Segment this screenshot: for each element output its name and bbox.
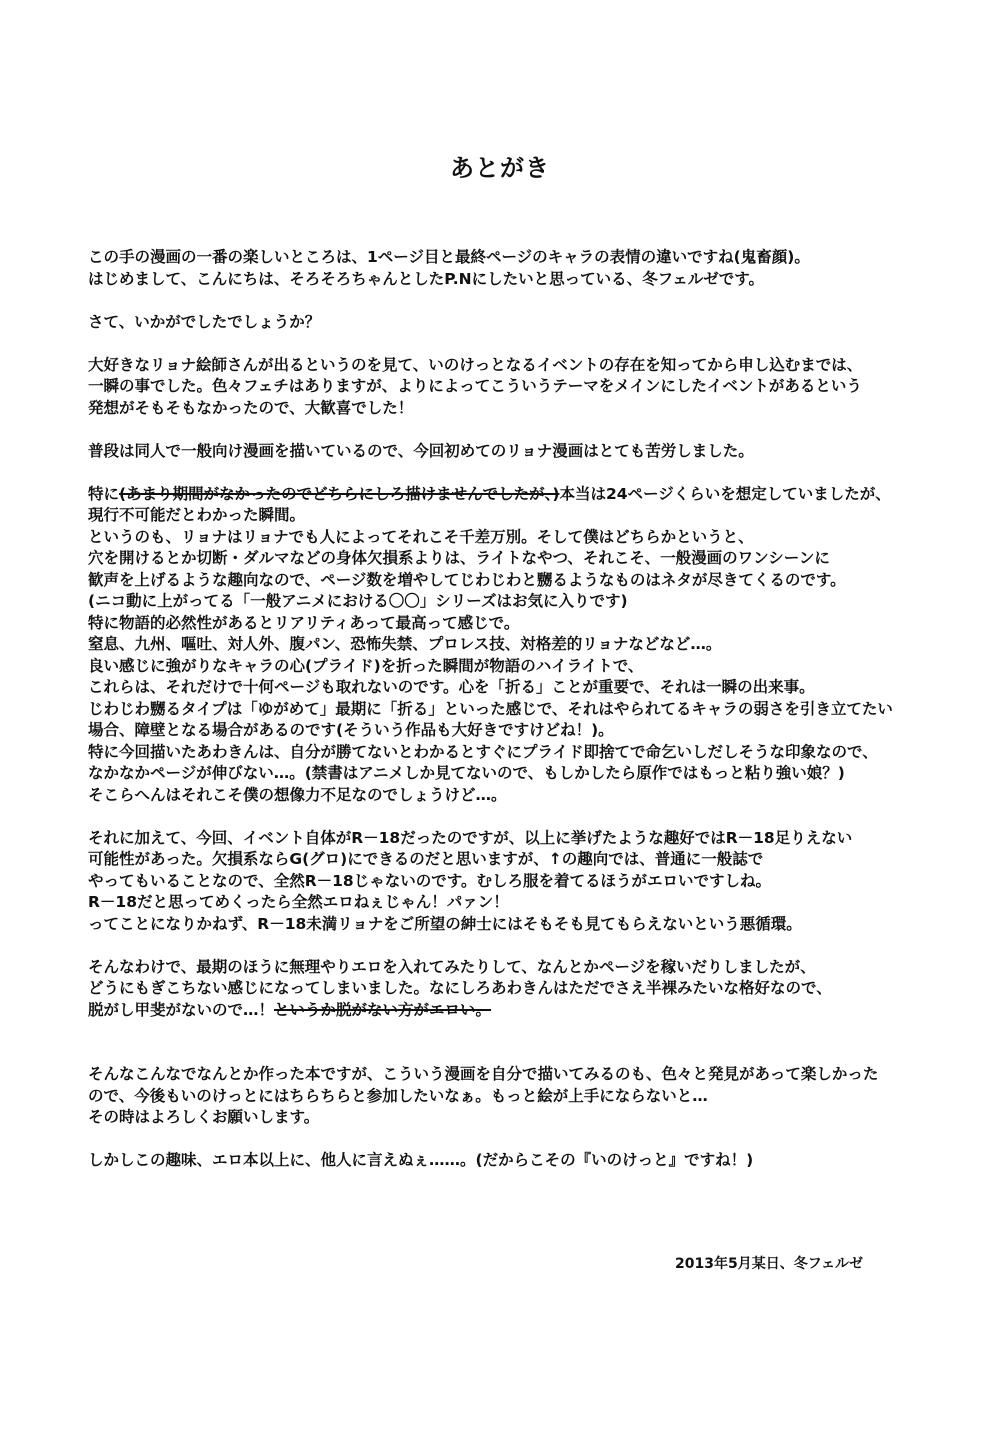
paragraph-line: それに加えて、今回、イベント自体がR－18だったのですが、以上に挙げたような趣好ではR－18足りえない: [88, 828, 853, 847]
paragraph-line: 特に今回描いたあわきんは、自分が勝てないとわかるとすぐにプライド即捨てで命乞いしだしそうな印象なので、: [88, 742, 878, 761]
paragraph-line: やってもいることなので、全然R－18じゃないのです。むしろ服を着てるほうがエロいですしね。: [88, 871, 771, 890]
paragraph-line: そんなわけで、最期のほうに無理やりエロを入れてみたりして、なんとかページを稼いだりしましたが、: [88, 957, 816, 976]
text-segment: 本当は24ページくらいを想定していましたが、: [559, 484, 891, 503]
paragraph-line: ってことになりかねず、R－18未満リョナをご所望の紳士にはそもそも見てもらえないという悪循環。: [88, 914, 802, 933]
paragraph-line: (ニコ動に上がってる「一般アニメにおける〇〇」シリーズはお気に入りです): [88, 592, 628, 610]
paragraph-line: というのも、リョナはリョナでも人によってそれこそ千差万別。そして僕はどちらかというと、: [88, 527, 754, 546]
paragraph-line: [88, 484, 978, 506]
paragraph-line: この手の漫画の一番の楽しいところは、1ページ目と最終ページのキャラの表情の違いですね(鬼畜顔)。: [88, 248, 810, 266]
paragraph-line: 歓声を上げるような趣向なので、ページ数を増やしてじわじわと嬲るようなものはネタが尽きてくるのです。: [88, 570, 846, 589]
paragraph-line: 一瞬の事でした。色々フェチはありますが、よりによってこういうテーマをメインにしたイベントがあるという: [88, 377, 862, 395]
paragraph-line: 穴を開けるとか切断・ダルマなどの身体欠損系よりは、ライトなやつ、それこそ、一般漫画のワンシーンに: [88, 549, 830, 567]
text-segment: 脱がし甲斐がないので…！: [88, 1000, 275, 1019]
paragraph-line: 可能性があった。欠損系ならG(グロ)にできるのだと思いますが、↑の趣向では、普通に一般誌で: [88, 850, 764, 868]
strikethrough-text: というか脱がない方がエロい。: [274, 1000, 492, 1019]
paragraph-line: その時はよろしくお願いします。: [88, 1108, 320, 1126]
paragraph-line: そこらへんはそれこそ僕の想像力不足なのでしょうけど…。: [88, 785, 507, 804]
paragraph-line: [88, 1000, 978, 1022]
paragraph-line: そんなこんなでなんとか作った本ですが、こういう漫画を自分で描いてみるのも、色々と発見があって楽しかった: [88, 1065, 879, 1083]
paragraph-line: どうにもぎこちない感じになってしまいました。なにしろあわきんはただでさえ半裸みたいな格好なので、: [88, 979, 832, 997]
paragraph-line: なかなかページが伸びない…。(禁書はアニメしか見てないので、もしかしたら原作ではもっと粘り強い娘？): [88, 764, 845, 782]
paragraph-line: 特に物語的必然性があるとリアリティあって最高って感じで。: [88, 613, 520, 632]
paragraph-line: R－18だと思ってめくったら全然エロねぇじゃん！パァン！: [88, 893, 509, 911]
paragraph-line: さて、いかがでしたでしょうか？: [88, 312, 321, 331]
paragraph-line: 発想がそもそもなかったので、大歓喜でした！: [88, 398, 414, 417]
text-segment: 特に: [88, 484, 120, 503]
paragraph-line: 普段は同人で一般向け漫画を描いているので、今回初めてのリョナ漫画はとても苦労しました。: [88, 441, 754, 460]
paragraph-line: ので、今後もいのけっとにはちらちらと参加したいなぁ。もっと絵が上手にならないと…: [88, 1086, 708, 1105]
paragraph-line: 大好きなリョナ絵師さんが出るというのを見て、いのけっとなるイベントの存在を知ってから申し込むまでは、: [88, 355, 863, 374]
strikethrough-text: (あまり期間がなかったのでどちらにしろ描けませんでしたが、): [119, 484, 560, 503]
paragraph-line: 現行不可能だとわかった瞬間。: [88, 506, 306, 524]
paragraph-line: 場合、障壁となる場合があるのです(そういう作品も大好きですけどね！)。: [88, 721, 614, 739]
page-title: あとがき: [450, 154, 550, 182]
paragraph-line: はじめまして、こんにちは、そろそろちゃんとしたP.Nにしたいと思っている、冬フェルゼです。: [88, 269, 765, 288]
paragraph-line: これらは、それだけで十何ページも取れないのです。心を「折る」ことが重要で、それは一瞬の出来事。: [88, 678, 815, 696]
paragraph-line: じわじわ嬲るタイプは「ゆがめて」最期に「折る」といった感じで、それはやられてるキャラの弱さを引き立てたい: [88, 699, 893, 718]
paragraph-line: しかしこの趣味、エロ本以上に、他人に言えぬぇ……。(だからこその『いのけっと』ですね！): [88, 1151, 754, 1169]
paragraph-line: 良い感じに強がりなキャラの心(プライド)を折った瞬間が物語のハイライトで、: [88, 656, 644, 675]
signature-date: 2013年5月某日、冬フェルゼ: [674, 1256, 863, 1272]
afterword-body: [88, 247, 978, 1172]
paragraph-line: 窒息、九州、嘔吐、対人外、腹パン、恐怖失禁、プロレス技、対格差的リョナなどなど…。: [88, 635, 722, 653]
